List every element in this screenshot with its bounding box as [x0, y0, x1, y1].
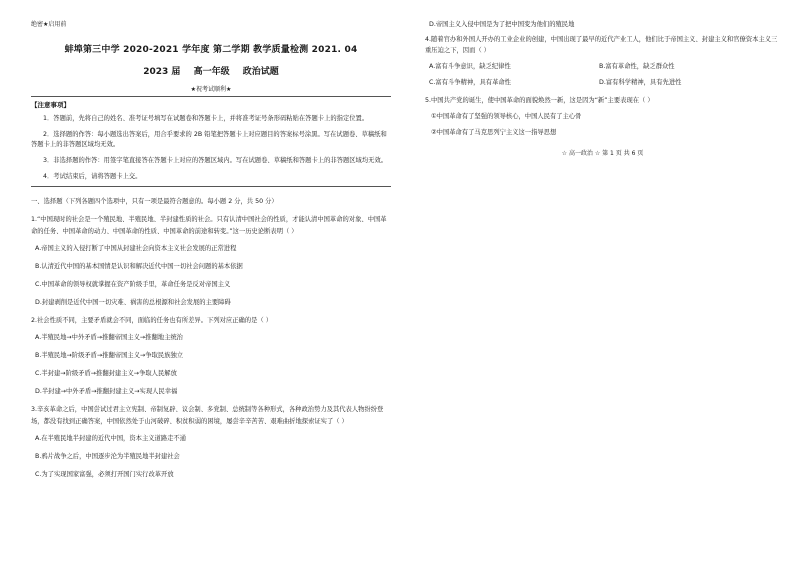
notice-heading: 【注意事项】: [31, 101, 70, 109]
left-column: [31, 20, 391, 480]
q1-option-b: B.认清近代中国的基本国情是认识和解决近代中国一切社会问题的基本依据: [35, 263, 243, 270]
q2-option-c: C.半封建→阶级矛盾→推翻封建主义→争取人民解放: [35, 370, 177, 377]
q3-option-a: A.在半殖民地半封建的近代中国，资本主义道路走不通: [35, 435, 187, 442]
q4-options-row-1: [425, 62, 780, 72]
notice-item: 1．答题前，先将自己的姓名、准考证号填写在试题卷和答题卡上，并将准考证号条形码粘贴在答题卡上的指定位置。: [43, 115, 369, 122]
q4-option-b: B.富有革命性，缺乏群众性: [599, 63, 675, 70]
q2-option-b: B.半殖民地→阶级矛盾→推翻帝国主义→争取民族独立: [35, 352, 184, 359]
question-3-stem: 3.辛亥革命之后，中国尝试过君主立宪制、帝制复辟、议会制、多党制、总统制等各种形式，各种政治势力及其代表人物纷纷登场，都没有找到正确答案，中国依然处于山河破碎、积贫积弱的困境，屡尝辛辛苦苦、艰难曲折地探索证实了（ ）: [31, 406, 384, 425]
question-2-stem: 2.社会性质不同，主要矛盾就会不同，面临的任务也有所差异。下列对应正确的是（ ）: [31, 317, 272, 324]
grade-label: 2023 届: [143, 67, 181, 77]
q1-option-a: A.帝国主义的入侵打断了中国从封建社会向资本主义社会发展的正常进程: [35, 245, 237, 252]
exam-subtitle: [31, 64, 391, 77]
q4-options-row-2: [425, 78, 780, 88]
school-title: 蚌埠第三中学 2020-2021 学年度 第二学期 教学质量检测 2021. 04: [64, 45, 358, 55]
notice-box: [31, 96, 391, 187]
q5-statement-2: ②中国革命有了马克思列宁主义这一指导思想: [431, 129, 557, 136]
subject-label: 政治试题: [242, 67, 279, 77]
notice-item: 2．选择题的作答：每小题选出答案后，用合乎要求的 2B 铅笔把答题卡上对应题目的答案标号涂黑。写在试题卷、草稿纸和答题卡上的非答题区域均无效。: [31, 131, 387, 148]
q4-option-c: C.富有斗争精神，具有革命性: [429, 79, 511, 86]
q5-statement-1: ①中国革命有了坚强的领导核心，中国人民有了主心骨: [431, 113, 582, 120]
q3-option-c: C.为了实现国家富强，必须打开国门实行改革开放: [35, 471, 174, 478]
q1-option-d: D.封建剥削是近代中国一切灾难、祸害的总根源和社会发展的主要障碍: [35, 299, 231, 306]
exam-tag: ★祝考试顺利★: [190, 86, 232, 93]
q4-option-d: D.富有科学精神，具有先进性: [599, 79, 682, 86]
q3-option-d: D.帝国主义入侵中国是为了把中国变为他们的殖民地: [429, 21, 575, 28]
q4-option-a: A.富有斗争意识，缺乏纪律性: [429, 63, 511, 70]
section-heading: 一、选择题（下列各题四个选项中，只有一项是最符合题意的。每小题 2 分，共 50 分）: [31, 198, 278, 205]
notice-item: 4．考试结束后，请将答题卡上交。: [43, 173, 142, 180]
q2-option-d: D.半封建→中外矛盾→推翻封建主义→实现人民幸福: [35, 388, 178, 395]
q1-option-c: C.中国革命的领导权就掌握在资产阶级手里，革命任务是反对帝国主义: [35, 281, 231, 288]
question-1-stem: 1.“中国现时的社会是一个殖民地、半殖民地、半封建性质的社会。只有认清中国社会的性质，才能认清中国革命的对象、中国革命的任务、中国革命的动力、中国革命的性质、中国革命的前途和转变。”这一历史论断表明（ ）: [31, 216, 387, 235]
right-column: [425, 20, 780, 157]
secret-label: 绝密★启用前: [31, 21, 67, 28]
class-label: 高一年级: [193, 67, 230, 77]
notice-item: 3．非选择题的作答：用签字笔直接答在答题卡上对应的答题区域内。写在试题卷、草稿纸和答题卡上的非答题区域均无效。: [43, 157, 388, 164]
page-footer: ☆ 高一政治 ☆ 第 1 页 共 6 页: [561, 150, 644, 157]
question-4-stem: 4.随着官办和外国人开办的工业企业的创建，中国出现了最早的近代产业工人，他们比于帝国主义、封建主义和官僚资本主义三重压迫之下，因而（ ）: [425, 36, 778, 54]
q3-option-b: B.鸦片战争之后，中国逐步沦为半殖民地半封建社会: [35, 453, 180, 460]
question-5-stem: 5.中国共产党的诞生，使中国革命的面貌焕然一新，这是因为“新”主要表现在（ ）: [425, 97, 654, 104]
q2-option-a: A.半殖民地→中外矛盾→推翻帝国主义→推翻地主统治: [35, 334, 183, 341]
